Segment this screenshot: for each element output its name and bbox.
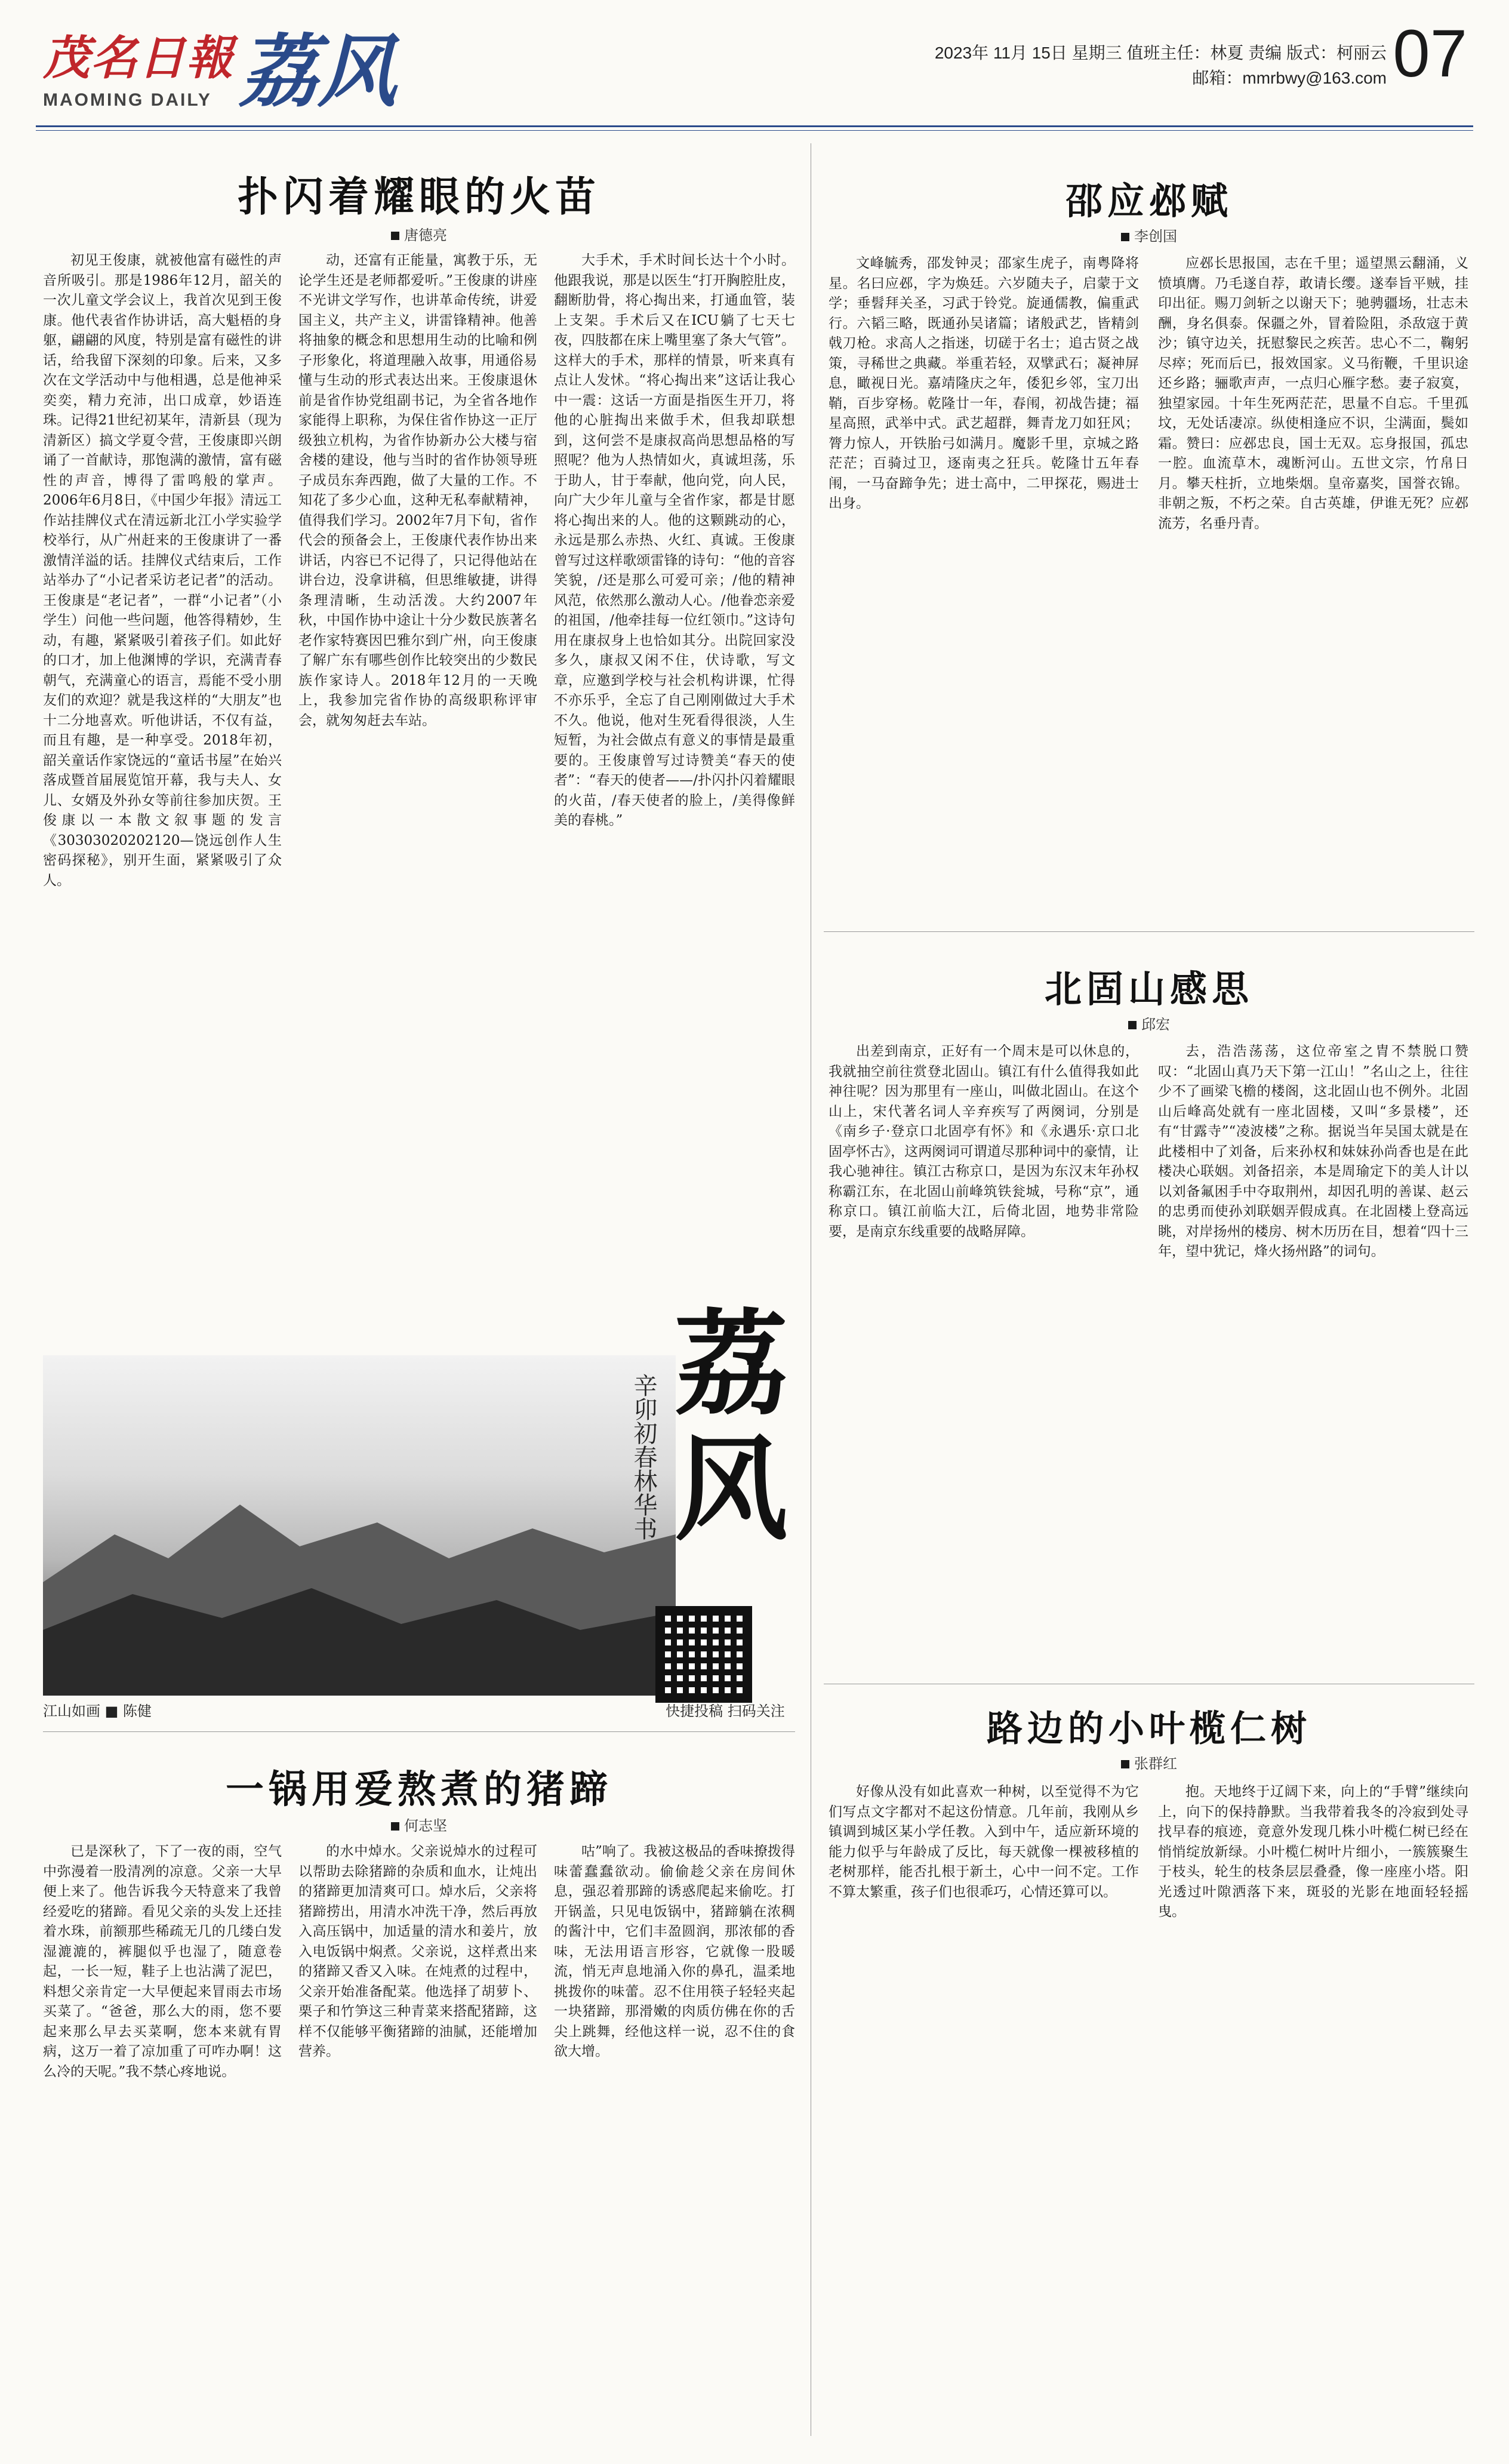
article1-col3: 大手术，手术时间长达十个小时。他跟我说，那是以医生“打开胸腔肚皮，翻断肋骨，将心掏出来，打通血管，装上支架。手术后又在ICU躺了七天七夜，四肢都在床上嘴里塞了条大气管”。这样大的手术，那样的情景，听来真有点让人发怵。“将心掏出来”这话让我心中一震：这话一方面是指医生开刀，将他的心脏掏出来做手术，但我却联想到，这何尝不是康叔高尚思想品格的写照呢？他为人热情如火，真诚坦荡，乐于助人，甘于奉献，他向党，向人民，向广大少年儿童与全省作家，都是甘愿将心掏出来的人。他的这颗跳动的心，永远是那么赤热、火红、真诚。王俊康曾写过这样歌颂雷锋的诗句：“他的音容笑貌，/还是那么可爱可亲；/他的精神风范，依然那么激动人心。/他眷恋亲爱的祖国，/他牵挂每一位红领巾。”这诗句用在康叔身上也恰如其分。出院回家没多久，康叔又闲不住，伏诗歌，写文章，应邀到学校与社会机构讲课，忙得不亦乐乎，全忘了自己刚刚做过大手术不久。他说，他对生死看得很淡，人生短暂，为社会做点有意义的事情是最重要的。王俊康曾写过诗赞美“春天的使者”：“春天的使者——/扑闪扑闪着耀眼的火苗，/春天使者的脸上，/美得像鲜美的春桃。” bbox=[554, 253, 795, 828]
section-name: 荔风 bbox=[239, 26, 396, 118]
qr-label: 快捷投稿 扫码关注 bbox=[666, 1703, 785, 1719]
byline-square-icon bbox=[1121, 1760, 1129, 1768]
byline-square-icon bbox=[1128, 1021, 1137, 1029]
byline-square-icon bbox=[1121, 233, 1129, 241]
email-line: 邮箱：mmrbwy@163.com bbox=[1192, 69, 1387, 87]
photo-caption: 江山如画 ■ 陈健 bbox=[43, 1703, 152, 1719]
newspaper-logo bbox=[43, 29, 246, 118]
article3-col1: 出差到南京，正好有一个周末是可以休息的，我就抽空前往赏登北固山。镇江有什么值得我如此神往呢？因为那里有一座山，叫做北固山。在这个山上，宋代著名词人辛弃疾写了两阕词，分别是《南乡子·登京口北固亭有怀》和《永遇乐·京口北固亭怀古》，这两阕词可谓道尽那种词中的豪情，让我心驰神往。镇江古称京口，是因为东汉末年孙权称霸江东，在北固山前峰筑铁瓮城，号称“京”，通称京口。镇江前临大江，后倚北固，地势非常险要，是南京东线重要的战略屏障。 bbox=[829, 1044, 1139, 1239]
calligraphy-inscription: 辛卯初春林华书 bbox=[630, 1373, 657, 1540]
article1-byline bbox=[43, 226, 795, 245]
article4-col2: 的水中焯水。父亲说焯水的过程可以帮助去除猪蹄的杂质和血水，让炖出的猪蹄更加清爽可口。焯水后，父亲将猪蹄捞出，用清水冲洗干净，然后再放入高压锅中，加适量的清水和姜片，放入电饭锅中焖煮。父亲说，这样煮出来的猪蹄又香又入味。在炖煮的过程中，父亲开始准备配菜。他选择了胡萝卜、栗子和竹笋这三种青菜来搭配猪蹄，这样不仅能够平衡猪蹄的油腻，还能增加营养。 bbox=[298, 1844, 537, 2059]
article4-byline bbox=[43, 1816, 795, 1835]
masthead-rule bbox=[36, 125, 1473, 127]
article1-author: 唐德亮 bbox=[404, 227, 447, 244]
article2-title: 邵应邲赋 bbox=[1065, 179, 1233, 223]
masthead-rule-thin bbox=[36, 130, 1473, 131]
article4-title: 一锅用爱熬煮的猪蹄 bbox=[226, 1767, 612, 1812]
edition-info bbox=[790, 41, 1387, 91]
page-number: 07 bbox=[1393, 16, 1467, 91]
landscape-photo bbox=[43, 1355, 676, 1696]
article2-col2: 应邲长思报国，志在千里；遥望黑云翻涌，义愤填膺。乃毛遂自荐，敢请长缨。遂奉旨平贼，挂印出征。赐刀剑斩之以谢天下；驰骋疆场，壮志未酬，身名俱泰。保疆之外，冒着险阻，杀敌寇于黄沙；镇守边关，抚慰黎民之疾苦。忠心不二，鞠躬尽瘁；死而后已，报效国家。义马衔鞭，千里识途还乡路；骊歌声声，一点归心雁字愁。妻子寂寞，独望家园。十年生死两茫茫，思量不自忘。千里孤坟，无处话凄凉。纵使相逢应不识，尘满面，鬓如霜。赞曰：应邲忠良，国士无双。忘身报国，孤忠一腔。血流草木，魂断河山。五世文宗，竹帛日月。攀天柱折，立地柴烟。皇帝嘉奖，国誉衣锦。非朝之叛，不朽之荣。自古英雄，伊谁无死？应邲流芳，名垂丹青。 bbox=[1158, 256, 1468, 531]
article5-col1: 好像从没有如此喜欢一种树，以至觉得不为它们写点文字都对不起这份情意。几年前，我刚从乡镇调到城区某小学任教。入到中午，适应新环境的能力似乎与年龄成了反比，每天就像一棵被移植的老树那样，能否扎根于新土，心中一问不定。工作不算太繁重，孩子们也很乖巧，心情还算可以。 bbox=[829, 1784, 1139, 1900]
article4-col1: 已是深秋了，下了一夜的雨，空气中弥漫着一股清冽的凉意。父亲一大早便上来了。他告诉我今天特意来了我曾经爱吃的猪蹄。看见父亲的头发上还挂着水珠，前额那些稀疏无几的几缕白发湿漉漉的，裤腿似乎也湿了，随意卷起，一长一短，鞋子上也沾满了泥巴，料想父亲肯定一大早便起来冒雨去市场买菜了。“爸爸，那么大的雨，您不要起来那么早去买菜啊，您本来就有胃病，这万一着了凉加重了可咋办啊！这么冷的天呢。”我不禁心疼地说。 bbox=[43, 1844, 282, 2080]
article2-byline bbox=[824, 227, 1474, 246]
article4-col3: 咕”响了。我被这极品的香味撩拨得味蕾蠢蠢欲动。偷偷趁父亲在房间休息，强忍着那蹄的诱惑爬起来偷吃。打开锅盖，只见电饭锅中，猪蹄躺在浓稠的酱汁中，它们丰盈圆润，那浓郁的香味，无法用语言形容，它就像一股暖流，悄无声息地涌入你的鼻孔，温柔地挑拨你的味蕾。忍不住用筷子轻轻夹起一块猪蹄，那滑嫩的肉质仿佛在你的舌尖上跳舞，经他这样一说，忍不住的食欲大增。 bbox=[554, 1844, 795, 2059]
article1-title: 扑闪着耀眼的火苗 bbox=[237, 173, 600, 221]
article3-title: 北固山感思 bbox=[1044, 967, 1254, 1011]
section-divider-left bbox=[43, 1731, 795, 1732]
article3-author: 邱宏 bbox=[1141, 1016, 1170, 1033]
article2-author: 李创国 bbox=[1134, 228, 1177, 245]
byline-square-icon bbox=[391, 232, 399, 240]
article1-col1: 初见王俊康，就被他富有磁性的声音所吸引。那是1986年12月，韶关的一次儿童文学会议上，我首次见到王俊康。他代表省作协讲话，高大魁梧的身躯，翩翩的风度，特别是富有磁性的讲话，给我留下深刻的印象。后来，又多次在文学活动中与他相遇，总是他神采奕奕，精力充沛，出口成章，妙语连珠。记得21世纪初某年，清新县（现为清新区）搞文学夏令营，王俊康即兴朗诵了一首献诗，那饱满的激情，富有磁性的声音，博得了雷鸣般的掌声。2006年6月8日，《中国少年报》清远工作站挂牌仪式在清远新北江小学实验学校举行，从广州赶来的王俊康讲了一番激情洋溢的话。挂牌仪式结束后，工作站举办了“小记者采访老记者”的活动。王俊康是“老记者”，一群“小记者”（小学生）问他一些问题，他答得精妙，生动，有趣，紧紧吸引着孩子们。如此好的口才，加上他渊博的学识，充满青春朝气，充满童心的语言，焉能不受小朋友们的欢迎？就是我这样的“大朋友”也十二分地喜欢。听他讲话，不仅有益，而且有趣，是一种享受。2018年初，韶关童话作家饶远的“童话书屋”在始兴落成暨首届展览馆开幕，我与夫人、女儿、女婿及外孙女等前往参加庆贺。王俊康以一本散文叙事题的发言《30303020202120—饶远创作人生密码探秘》，别开生面，紧紧吸引了众人。 bbox=[43, 253, 282, 888]
logo-en: MAOMING DAILY bbox=[43, 90, 212, 110]
section-divider bbox=[824, 931, 1474, 932]
logo-text: 茂名日報 bbox=[43, 31, 235, 85]
article1-col2: 动，还富有正能量，寓教于乐，无论学生还是老师都爱听。”王俊康的讲座不光讲文学写作，也讲革命传统，讲爱国主义，共产主义，讲雷锋精神。他善将抽象的概念和思想用生动的比喻和例子形象化，将道理融入故事，用通俗易懂与生动的形式表达出来。王俊康退休前是省作协党组副书记，为全省各地作家能得上职称，为保住省作协这一正厅级独立机构，为省作协新办公大楼与宿舍楼的建设，他与当时的省作协领导班子成员东奔西跑，做了大量的工作。不知花了多少心血，这种无私奉献精神，值得我们学习。2002年7月下旬，省作代会的预备会上，王俊康代表作协出来讲话，内容已不记得了，只记得他站在讲台边，没拿讲稿，但思维敏捷，讲得条理清晰，生动活泼。大约2007年秋，中国作协中途让十分少数民族著名老作家特赛因巴雅尔到广州，向王俊康了解广东有哪些创作比较突出的少数民族作家诗人。2018年12月的一天晚上，我参加完省作协的高级职称评审会，就匆匆赶去车站。 bbox=[298, 253, 537, 728]
article5-title: 路边的小叶榄仁树 bbox=[987, 1708, 1311, 1750]
byline-square-icon bbox=[391, 1822, 399, 1831]
article5-col2: 抱。天地终于辽阔下来，向上的“手臂”继续向上，向下的保持静默。当我带着我冬的冷寂到处寻找早春的痕迹，竟意外发现几株小叶榄仁树已经在悄悄绽放新绿。小叶榄仁树叶片细小，一簇簇聚生于枝头，轮生的枝条层层叠叠，像一座座小塔。阳光透过叶隙洒落下来，斑驳的光影在地面轻轻摇曳。 bbox=[1158, 1784, 1468, 1919]
article3-byline bbox=[824, 1015, 1474, 1034]
mountain-silhouette bbox=[43, 1355, 676, 1696]
article5-author: 张群红 bbox=[1134, 1755, 1177, 1772]
date-editor-line: 2023年 11月 15日 星期三 值班主任：林夏 责编 版式：柯丽云 bbox=[934, 44, 1387, 62]
article3-col2: 去，浩浩荡荡，这位帝室之胄不禁脱口赞叹：“北固山真乃天下第一江山！”名山之上，往往少不了画梁飞檐的楼阁，这北固山也不例外。北固山后峰高处就有一座北固楼，又叫“多景楼”，还有“甘露寺”“凌波楼”之称。据说当年吴国太就是在此楼相中了刘备，后来孙权和妹妹孙尚香也是在此楼决心联姻。刘备招亲，本是周瑜定下的美人计以以刘备氟困手中夺取荆州，却因孔明的善谋、赵云的忠勇而使孙刘联姻弄假成真。在北固楼上登高远眺，对岸扬州的楼房、树木历历在目，想着“四十三年，望中犹记，烽火扬州路”的词句。 bbox=[1158, 1044, 1468, 1259]
article4-author: 何志坚 bbox=[404, 1817, 447, 1834]
calligraphy-art: 荔风 bbox=[674, 1297, 788, 1556]
qr-code-icon[interactable] bbox=[655, 1606, 752, 1703]
article2-col1: 文峰毓秀，邵发钟灵；邵家生虎子，南粤降将星。名曰应邲，字为焕廷。六岁随夫子，启蒙于文学；垂髫拜关圣，习武于铃党。旋通儒教，偏重武行。六韬三略，既通孙吴诸篇；诸般武艺，皆精剑戟刀枪。求高人之指迷，切磋于名士；追古贤之战策，寻稀世之典藏。举重若轻，双擘武石；凝神屏息，瞰视日光。嘉靖隆庆之年，倭犯乡邻，宝刀出鞘，百步穿杨。乾隆廿一年，春闱，初战告捷；福星高照，武举中式。武艺超群，舞青龙刀如狂风；膂力惊人，开铁胎弓如满月。魔影千里，京城之路茫茫；百骑过卫，逐南夷之狂兵。乾隆廿五年春闱，一马奋蹄争先；进士高中，二甲探花，赐进士出身。 bbox=[829, 256, 1139, 511]
article5-byline bbox=[824, 1754, 1474, 1773]
